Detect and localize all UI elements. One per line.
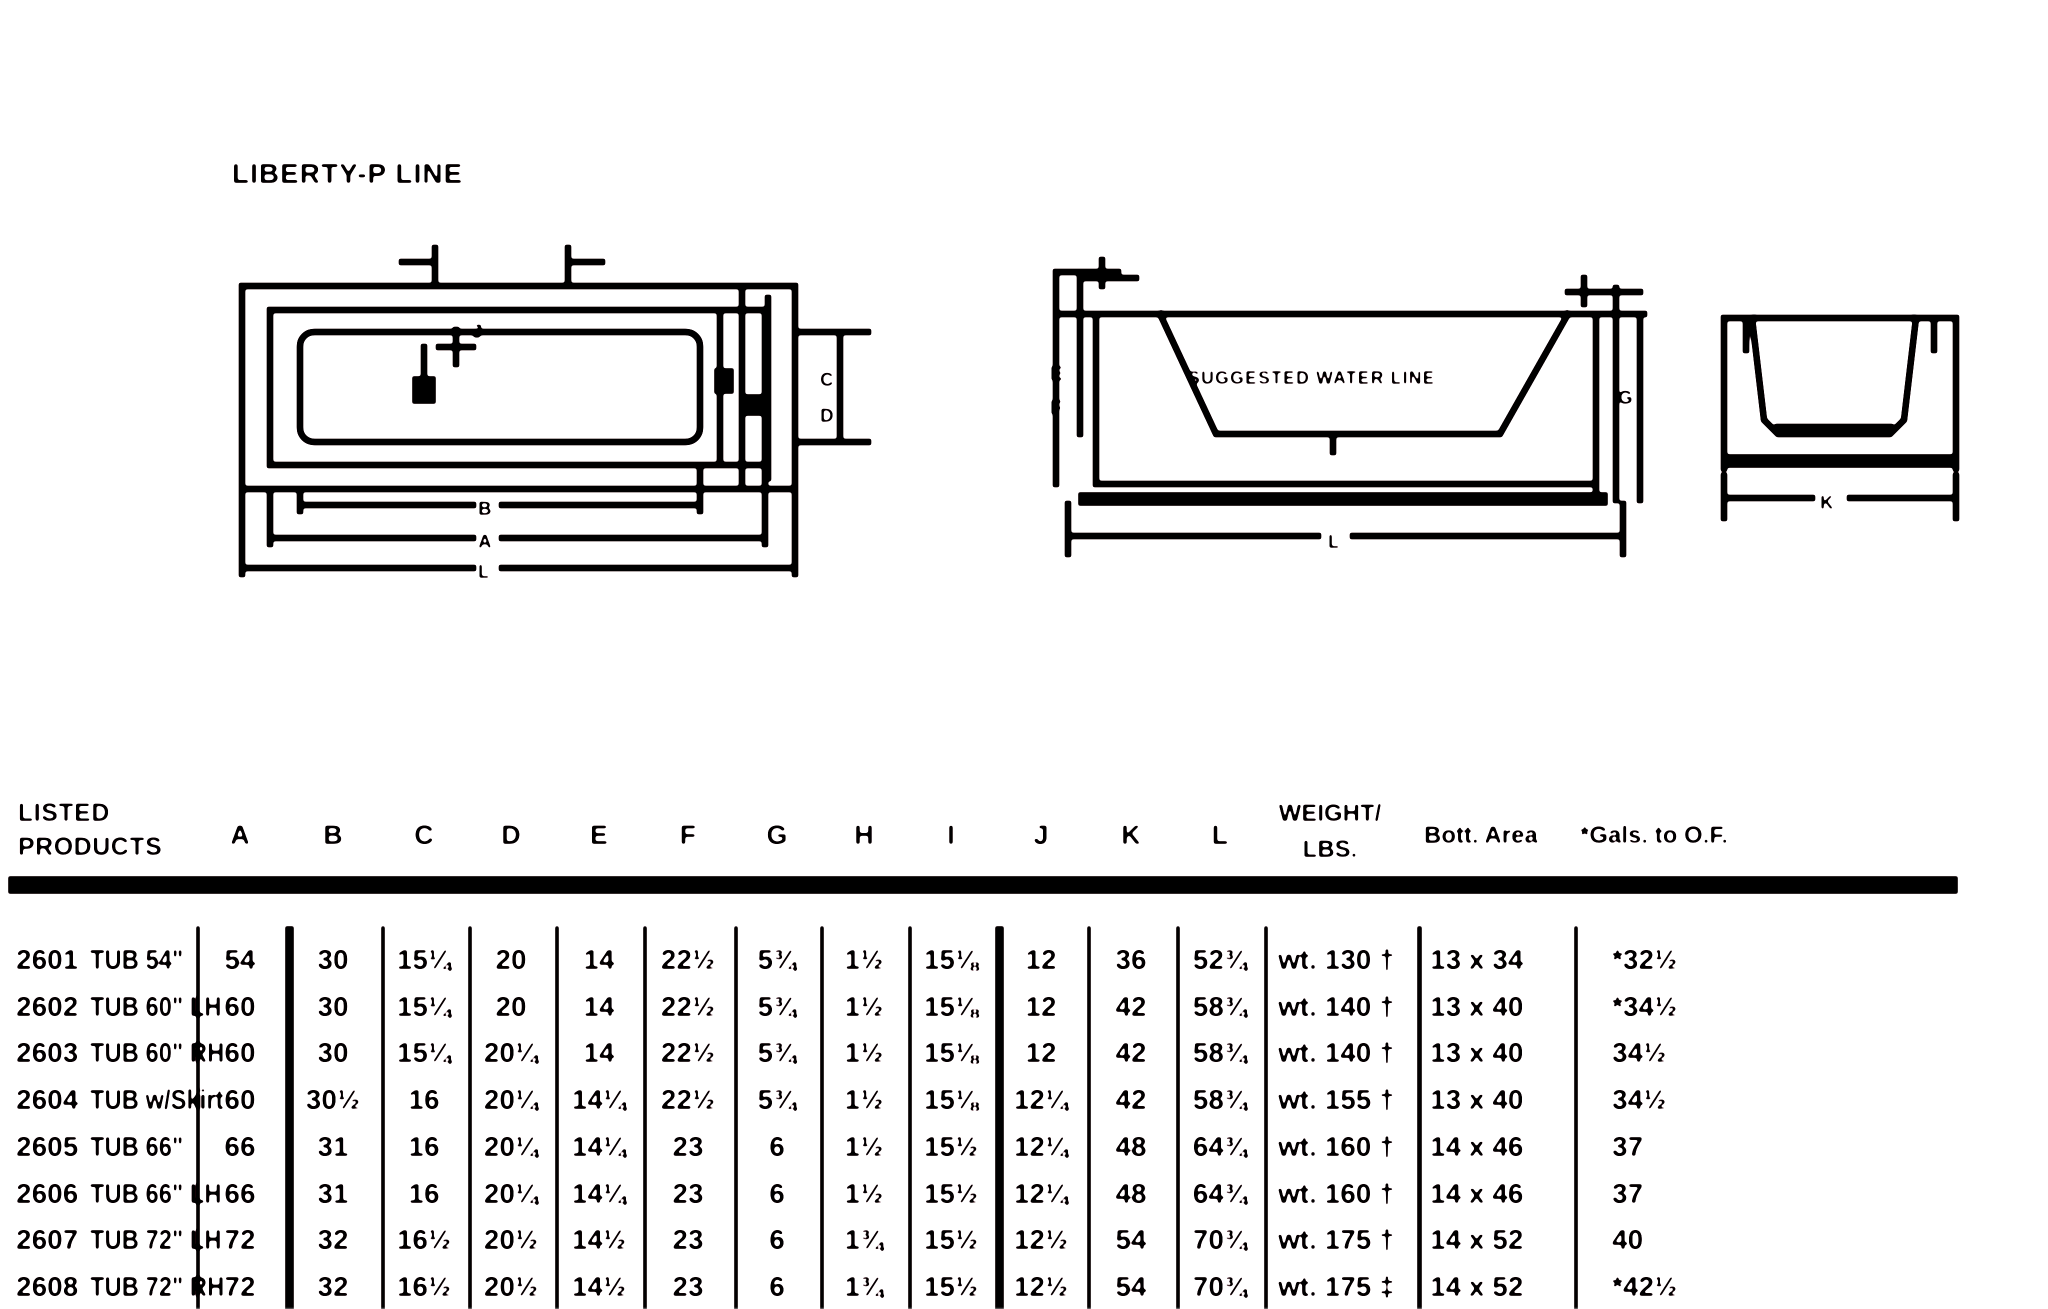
column-header-H: H <box>854 820 874 850</box>
column-header-B: B <box>323 820 343 850</box>
column-header-E: E <box>589 820 609 850</box>
column-separator <box>285 926 294 1309</box>
area-value: 14 x 46 <box>1430 1131 1524 1162</box>
dim-value-H: 1½ <box>844 1131 884 1162</box>
weight-value: wt. 175 † <box>1278 1224 1395 1255</box>
dim-value-L: 58¾ <box>1192 991 1248 1022</box>
dim-value-E: 14 <box>583 991 615 1022</box>
weight-header-line1: WEIGHT/ <box>1278 800 1382 827</box>
area-header: Bott. Area <box>1424 822 1538 849</box>
dim-value-K: 54 <box>1115 1271 1147 1302</box>
dim-value-B: 30 <box>317 944 349 975</box>
dim-value-G: 6 <box>769 1271 785 1302</box>
column-separator <box>734 926 738 1309</box>
column-separator <box>820 926 824 1309</box>
dim-value-H: 1¾ <box>844 1271 884 1302</box>
area-value: 14 x 46 <box>1430 1178 1524 1209</box>
dim-value-G: 5¾ <box>757 991 797 1022</box>
dim-value-D: 20½ <box>483 1224 539 1255</box>
dim-value-B: 30½ <box>305 1084 361 1115</box>
column-header-D: D <box>501 820 521 850</box>
dim-value-G: 6 <box>769 1178 785 1209</box>
gallons-value: 37 <box>1612 1178 1644 1209</box>
weight-header-line2: LBS. <box>1302 836 1358 863</box>
dim-value-J: 12¼ <box>1013 1131 1069 1162</box>
dim-value-B: 31 <box>317 1131 349 1162</box>
column-header-J: J <box>1033 820 1049 850</box>
column-separator <box>468 926 472 1309</box>
dim-value-K: 48 <box>1115 1178 1147 1209</box>
header-rule <box>8 876 1958 894</box>
area-value: 13 x 40 <box>1430 1037 1524 1068</box>
dim-value-K: 42 <box>1115 991 1147 1022</box>
elevation-dim-label-right: G <box>1618 388 1633 409</box>
dim-value-F: 23 <box>672 1224 704 1255</box>
dim-value-A: 72 <box>224 1271 256 1302</box>
dim-value-D: 20¼ <box>483 1131 539 1162</box>
dim-value-A: 66 <box>224 1131 256 1162</box>
row-name <box>90 990 245 1024</box>
dim-value-E: 14½ <box>571 1224 627 1255</box>
gallons-header: *Gals. to O.F. <box>1580 822 1729 849</box>
dim-value-F: 22½ <box>660 944 716 975</box>
dim-value-B: 32 <box>317 1224 349 1255</box>
gallons-value: 34½ <box>1612 1084 1667 1115</box>
dim-value-J: 12¼ <box>1013 1178 1069 1209</box>
dim-value-H: 1½ <box>844 1178 884 1209</box>
dim-value-I: 15½ <box>923 1224 979 1255</box>
area-value: 13 x 34 <box>1430 944 1524 975</box>
row-name <box>90 1177 245 1211</box>
plan-dim-label-right-top: C <box>820 370 834 391</box>
dim-value-L: 58¾ <box>1192 1084 1248 1115</box>
dim-value-I: 15½ <box>923 1131 979 1162</box>
row-name-text: TUB w/Skirt <box>90 1084 224 1115</box>
column-separator <box>1574 926 1578 1309</box>
column-separator <box>995 926 1004 1309</box>
dim-value-K: 36 <box>1115 944 1147 975</box>
column-header-I: I <box>947 820 955 850</box>
column-header-F: F <box>679 820 697 850</box>
dim-value-K: 54 <box>1115 1224 1147 1255</box>
elevation-dim-label-left-top: E <box>1050 364 1063 385</box>
dim-value-C: 15¼ <box>396 1037 452 1068</box>
column-header-G: G <box>766 820 788 850</box>
weight-value: wt. 140 † <box>1278 1037 1395 1068</box>
row-name-text: TUB 66" <box>90 1131 184 1162</box>
dim-value-A: 60 <box>224 1037 256 1068</box>
row-code: 2606 <box>16 1178 79 1209</box>
side-elevation-drawing <box>1048 252 1658 572</box>
dim-value-D: 20 <box>495 991 527 1022</box>
end-section-drawing <box>1712 308 1972 533</box>
area-value: 14 x 52 <box>1430 1224 1524 1255</box>
column-separator <box>555 926 559 1309</box>
dim-value-A: 54 <box>224 944 256 975</box>
dim-value-A: 60 <box>224 991 256 1022</box>
row-name-text: TUB 60" RH <box>90 1037 225 1068</box>
dim-value-I: 15½ <box>923 1178 979 1209</box>
column-separator <box>908 926 912 1309</box>
dim-value-I: 15⅛ <box>923 944 979 975</box>
dim-value-I: 15⅛ <box>923 1037 979 1068</box>
plan-view-drawing <box>228 246 888 616</box>
gallons-value: *34½ <box>1612 991 1678 1022</box>
plan-dim-label-bottom-outer: L <box>478 562 490 583</box>
dim-value-I: 15½ <box>923 1271 979 1302</box>
dim-value-E: 14 <box>583 1037 615 1068</box>
dim-value-J: 12 <box>1025 944 1057 975</box>
dim-value-C: 16½ <box>396 1224 452 1255</box>
dim-value-L: 52¾ <box>1192 944 1248 975</box>
dim-value-A: 72 <box>224 1224 256 1255</box>
dim-value-K: 48 <box>1115 1131 1147 1162</box>
column-separator <box>381 926 385 1309</box>
area-value: 13 x 40 <box>1430 991 1524 1022</box>
dim-value-F: 22½ <box>660 1084 716 1115</box>
dim-value-I: 15⅛ <box>923 1084 979 1115</box>
plan-dim-label-bottom-middle: A <box>478 532 492 553</box>
dim-value-H: 1½ <box>844 944 884 975</box>
dim-value-C: 16 <box>408 1084 440 1115</box>
weight-value: wt. 140 † <box>1278 991 1395 1022</box>
dim-value-F: 23 <box>672 1131 704 1162</box>
row-name <box>90 1223 245 1257</box>
gallons-value: *32½ <box>1612 944 1678 975</box>
page-title: LIBERTY-P LINE <box>232 158 464 189</box>
dim-value-L: 58¾ <box>1192 1037 1248 1068</box>
dim-value-B: 32 <box>317 1271 349 1302</box>
dim-value-E: 14¼ <box>571 1084 627 1115</box>
area-value: 14 x 52 <box>1430 1271 1524 1302</box>
column-separator <box>1087 926 1091 1309</box>
plan-dim-label-bottom-inner: B <box>478 499 492 520</box>
row-code: 2604 <box>16 1084 79 1115</box>
dim-value-L: 64¾ <box>1192 1131 1248 1162</box>
row-code: 2605 <box>16 1131 79 1162</box>
dim-value-B: 30 <box>317 991 349 1022</box>
dim-value-L: 70¾ <box>1192 1224 1248 1255</box>
dim-value-G: 6 <box>769 1224 785 1255</box>
dim-value-J: 12 <box>1025 1037 1057 1068</box>
weight-value: wt. 160 † <box>1278 1131 1395 1162</box>
dim-value-K: 42 <box>1115 1037 1147 1068</box>
dim-value-J: 12½ <box>1013 1224 1069 1255</box>
row-name-text: TUB 66" LH <box>90 1178 222 1209</box>
dim-value-D: 20 <box>495 944 527 975</box>
column-header-A: A <box>230 820 250 850</box>
dim-value-J: 12½ <box>1013 1271 1069 1302</box>
table-left-header-line2: PRODUCTS <box>18 833 163 861</box>
gallons-value: *42½ <box>1612 1271 1678 1302</box>
dim-value-C: 16½ <box>396 1271 452 1302</box>
gallons-value: 40 <box>1612 1224 1644 1255</box>
column-separator <box>1176 926 1180 1309</box>
dim-value-K: 42 <box>1115 1084 1147 1115</box>
dim-value-L: 70¾ <box>1192 1271 1248 1302</box>
dim-value-C: 15¼ <box>396 991 452 1022</box>
row-name-text: TUB 54" <box>90 944 184 975</box>
column-separator <box>643 926 647 1309</box>
dim-value-H: 1¾ <box>844 1224 884 1255</box>
weight-value: wt. 175 ‡ <box>1278 1271 1395 1302</box>
dim-value-F: 22½ <box>660 1037 716 1068</box>
dim-value-J: 12¼ <box>1013 1084 1069 1115</box>
dim-value-G: 5¾ <box>757 1084 797 1115</box>
dim-value-F: 23 <box>672 1178 704 1209</box>
weight-value: wt. 155 † <box>1278 1084 1395 1115</box>
weight-value: wt. 130 † <box>1278 944 1395 975</box>
dim-value-D: 20¼ <box>483 1037 539 1068</box>
row-code: 2602 <box>16 991 79 1022</box>
dim-value-F: 23 <box>672 1271 704 1302</box>
dim-value-D: 20½ <box>483 1271 539 1302</box>
dim-value-H: 1½ <box>844 1084 884 1115</box>
dim-value-B: 30 <box>317 1037 349 1068</box>
area-value: 13 x 40 <box>1430 1084 1524 1115</box>
column-separator <box>1264 926 1268 1309</box>
dim-value-H: 1½ <box>844 991 884 1022</box>
dim-value-C: 15¼ <box>396 944 452 975</box>
dim-value-G: 5¾ <box>757 1037 797 1068</box>
column-header-C: C <box>414 820 434 850</box>
plan-dim-label-drain: J <box>472 322 483 343</box>
gallons-value: 34½ <box>1612 1037 1667 1068</box>
gallons-value: 37 <box>1612 1131 1644 1162</box>
dim-value-D: 20¼ <box>483 1178 539 1209</box>
dim-value-H: 1½ <box>844 1037 884 1068</box>
dim-value-E: 14½ <box>571 1271 627 1302</box>
dim-value-E: 14¼ <box>571 1178 627 1209</box>
row-code: 2607 <box>16 1224 79 1255</box>
row-name <box>90 943 200 977</box>
section-dim-label-bottom: K <box>1820 493 1834 514</box>
dim-value-L: 64¾ <box>1192 1178 1248 1209</box>
dim-value-E: 14 <box>583 944 615 975</box>
row-name <box>90 1130 200 1164</box>
row-name-text: TUB 60" LH <box>90 991 222 1022</box>
dim-value-C: 16 <box>408 1178 440 1209</box>
dim-value-F: 22½ <box>660 991 716 1022</box>
elevation-note: SUGGESTED WATER LINE <box>1188 368 1436 388</box>
dim-value-J: 12 <box>1025 991 1057 1022</box>
dim-value-D: 20¼ <box>483 1084 539 1115</box>
dim-value-B: 31 <box>317 1178 349 1209</box>
elevation-dim-label-bottom: L <box>1328 532 1340 553</box>
row-code: 2603 <box>16 1037 79 1068</box>
table-left-header-line1: LISTED <box>18 799 110 827</box>
dim-value-A: 66 <box>224 1178 256 1209</box>
dim-value-C: 16 <box>408 1131 440 1162</box>
plan-dim-label-right-bottom: D <box>820 406 834 427</box>
column-header-K: K <box>1121 820 1141 850</box>
row-code: 2601 <box>16 944 79 975</box>
row-name-text: TUB 72" RH <box>90 1271 225 1302</box>
column-separator <box>1417 926 1422 1309</box>
weight-value: wt. 160 † <box>1278 1178 1395 1209</box>
dim-value-G: 5¾ <box>757 944 797 975</box>
dim-value-G: 6 <box>769 1131 785 1162</box>
row-name-text: TUB 72" LH <box>90 1224 222 1255</box>
dim-value-I: 15⅛ <box>923 991 979 1022</box>
dim-value-E: 14¼ <box>571 1131 627 1162</box>
column-header-L: L <box>1211 820 1229 850</box>
elevation-dim-label-left-bottom: F <box>1050 398 1062 419</box>
dim-value-A: 60 <box>224 1084 256 1115</box>
row-code: 2608 <box>16 1271 79 1302</box>
